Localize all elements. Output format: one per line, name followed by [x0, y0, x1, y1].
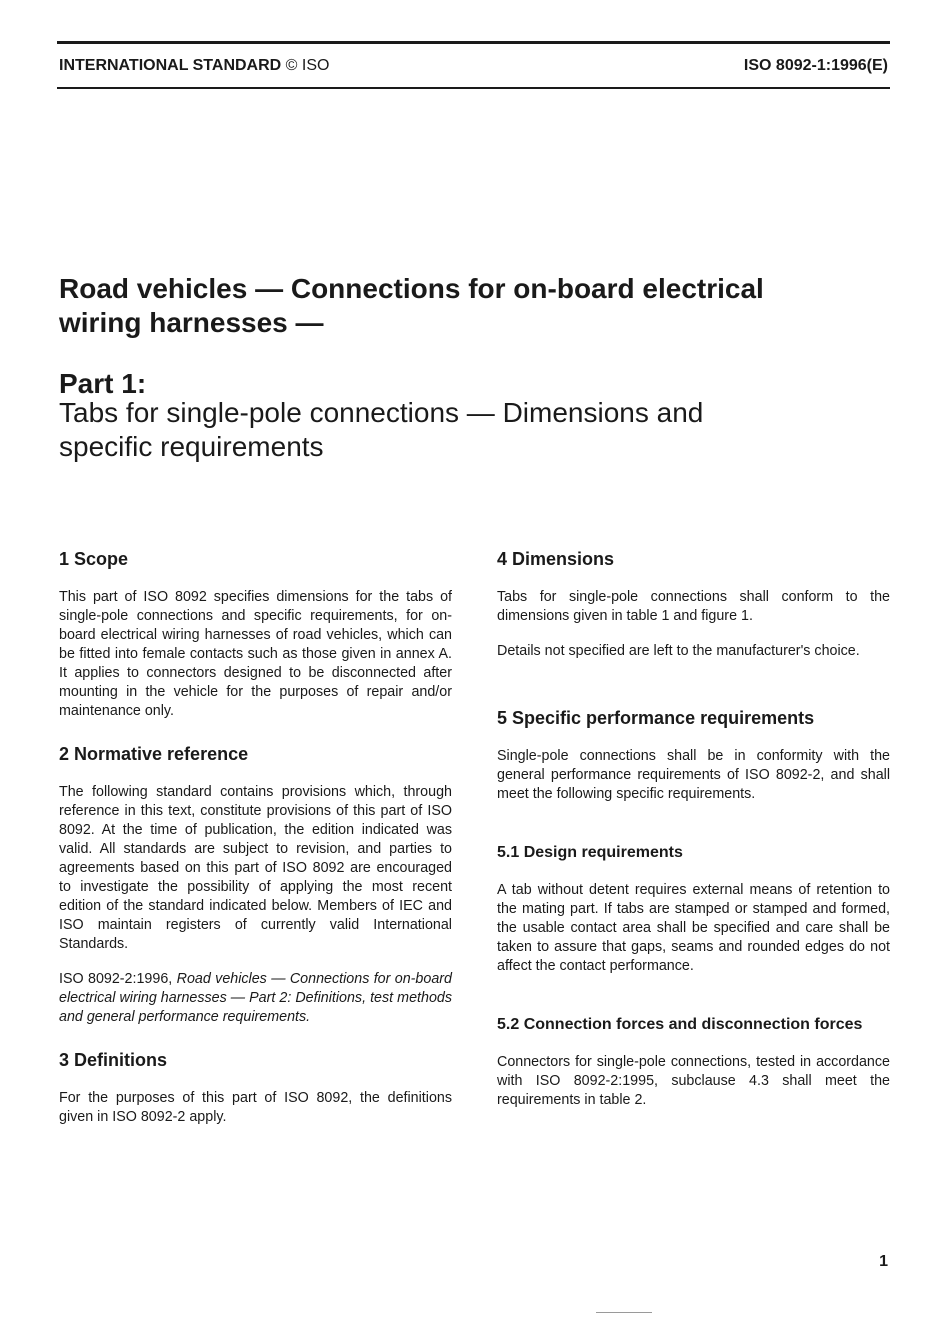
header-top-rule [57, 41, 890, 44]
normative-reference [59, 970, 452, 1027]
copyright-label: © ISO [285, 57, 330, 74]
design-body: A tab without detent requires external means of retention to the mating part. If tabs are stamped or stamped and formed, the usable contact area shall be specified and care shall be taken to assure that gaps, seams and rounded edges do not affect the contact performance. [497, 882, 890, 974]
performance-heading: 5 Specific performance requirements [497, 708, 815, 728]
title-line-2: wiring harnesses — [59, 307, 324, 338]
title-line-1: Road vehicles — Connections for on-board electrical [59, 273, 764, 304]
definitions-heading: 3 Definitions [59, 1050, 168, 1070]
footer-line [596, 1312, 652, 1313]
scope-body: This part of ISO 8092 specifies dimensions for the tabs of single-pole connections and specific requirements, for on-board electrical wiring harnesses of road vehicles, which can be fitted into female contacts such as those given in annex A. It applies to connectors designed to be disconnected after mounting in the vehicle for the purposes of repair and/or maintenance only. [59, 589, 452, 719]
scope-heading: 1 Scope [59, 549, 129, 569]
normative-heading: 2 Normative reference [59, 744, 249, 764]
reference-title: Road vehicles — Connections for on-board electrical wiring harnesses — Part 2: Definitions, test methods and general performance requirements. [59, 971, 452, 1025]
subtitle-line-2: specific requirements [59, 431, 324, 462]
standard-type-label: INTERNATIONAL STANDARD [59, 57, 282, 74]
left-column [59, 548, 452, 1143]
page-number: 1 [879, 1253, 888, 1270]
normative-body: The following standard contains provisions which, through reference in this text, constitute provisions of this part of ISO 8092. At the time of publication, the edition indicated was valid. All standards are subject to revision, and parties to agreements based on this part of ISO 8092 are encouraged to investigate the possibility of applying the most recent edition of the standard indicated below. Members of IEC and ISO maintain registers of currently valid International Standards. [59, 784, 452, 952]
subtitle-line-1: Tabs for single-pole connections — Dimensions and [59, 397, 704, 428]
design-heading: 5.1 Design requirements [497, 844, 683, 861]
part-label: Part 1: [59, 368, 147, 399]
right-column [497, 548, 890, 1126]
dimensions-heading: 4 Dimensions [497, 549, 615, 569]
reference-number: ISO 8092-2:1996, [59, 971, 173, 987]
document-subtitle [59, 396, 819, 464]
document-type [59, 57, 329, 75]
header-bottom-rule [57, 87, 890, 89]
document-title [59, 272, 879, 340]
dimensions-body-2: Details not specified are left to the manufacturer's choice. [497, 643, 860, 659]
standard-number: ISO 8092-1:1996(E) [743, 57, 888, 74]
performance-body: Single-pole connections shall be in conformity with the general performance requirements of ISO 8092-2, and shall meet the following specific requirements. [497, 748, 890, 802]
forces-body: Connectors for single-pole connections, tested in accordance with ISO 8092-2:1995, subclause 4.3 shall meet the requirements in table 2. [497, 1054, 890, 1108]
forces-heading: 5.2 Connection forces and disconnection forces [497, 1016, 863, 1033]
dimensions-body-1: Tabs for single-pole connections shall conform to the dimensions given in table 1 and figure 1. [497, 589, 890, 624]
definitions-body: For the purposes of this part of ISO 8092, the definitions given in ISO 8092-2 apply. [59, 1090, 452, 1125]
